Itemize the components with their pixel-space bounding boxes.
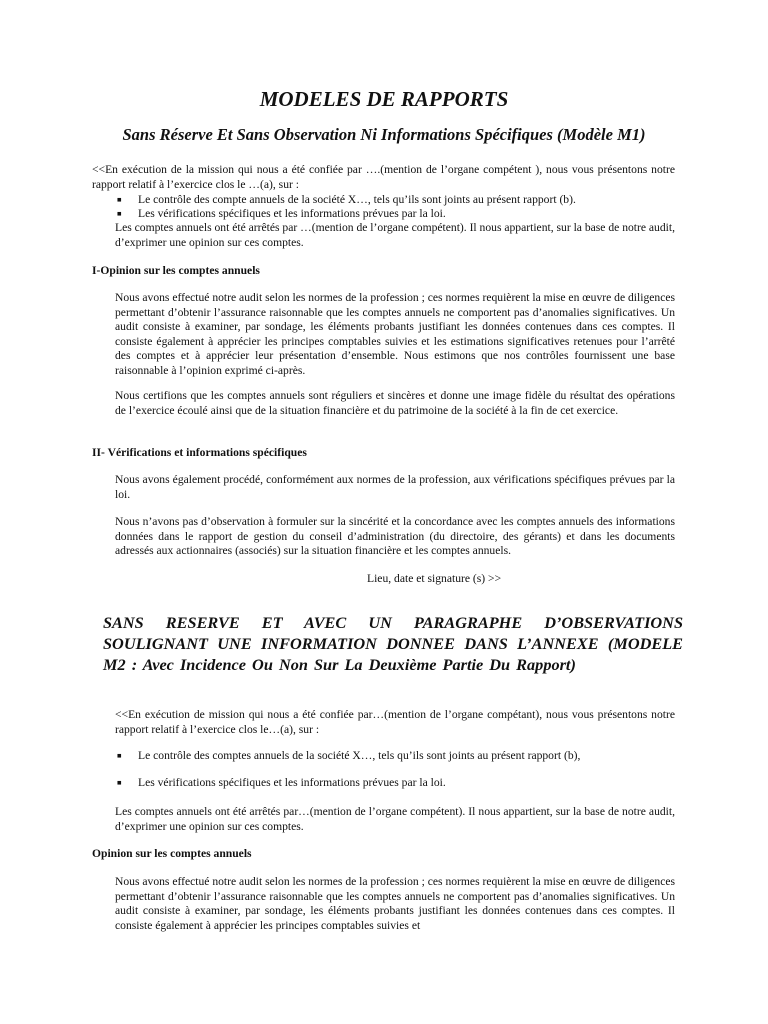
m1-section2-heading: II- Vérifications et informations spécifiques [92,446,307,459]
bullet-marker: ■ [117,209,122,218]
m1-bullet-text: Les vérifications spécifiques et les informations prévues par la loi. [138,207,446,220]
m2-bullet-2 [117,776,675,791]
bullet-marker: ■ [117,195,122,204]
m2-section1-paragraph-1: Nous avons effectué notre audit selon les normes de la profession ; ces normes requièrent la mise en œuvre de diligences permettant d’obtenir l’assurance raisonnable que les comptes annuels ne comportent pas d’anomalies significatives. Un audit consiste à examiner, par sondage, les éléments probants justifiant les données contenues dans ces comptes. Il consiste également à apprécier les principes comptables suivies et [115,875,675,932]
m1-section1-heading: I-Opinion sur les comptes annuels [92,264,260,277]
bullet-marker: ■ [117,751,122,760]
m2-after-bullets-paragraph: Les comptes annuels ont été arrêtés par…(mention de l’organe compétent). Il nous appartient, sur la base de notre audit, d’exprimer une opinion sur ces comptes. [115,805,675,833]
m2-section1-heading: Opinion sur les comptes annuels [92,847,252,860]
m2-intro-paragraph: <<En exécution de mission qui nous a été confiée par…(mention de l’organe compétant), nous vous présentons notre rapport relatif à l’exercice clos le…(a), sur : [115,708,675,736]
m1-section2-paragraph-2: Nous n’avons pas d’observation à formuler sur la sincérité et la concordance avec les comptes annuels des informations données dans le rapport de gestion du conseil d’administration (du directoire, des gérants) et dans les documents adressés aux actionnaires (associés) sur la situation financière et les comptes annuels. [115,515,675,557]
m2-title: SANS RESERVE ET AVEC UN PARAGRAPHE D’OBSERVATIONS SOULIGNANT UNE INFORMATION DONNEE DANS L’ANNEXE (MODELE M2 : Avec Incidence Ou Non Sur La Deuxième Partie Du Rapport) [103,613,683,675]
m1-section1-paragraph-1: Nous avons effectué notre audit selon les normes de la profession ; ces normes requièrent la mise en œuvre de diligences permettant d’obtenir l’assurance raisonnable que les comptes annuels ne comportent pas d’anomalies significatives. Un audit consiste à examiner, par sondage, les éléments probants justifiant les données contenues dans ces comptes. Il consiste également à apprécier les principes comptables suivies et les estimations significatives retenues pour l’arrêté des comptes et à apprécier leur présentation d’ensemble. Nous estimons que nos contrôles fournissent une base raisonnable à l’opinion exprimé ci-après. [115,291,675,377]
m1-subtitle: Sans Réserve Et Sans Observation Ni Informations Spécifiques (Modèle M1) [122,125,646,144]
m2-bullet-text: Les vérifications spécifiques et les informations prévues par la loi. [138,776,446,789]
bullet-marker: ■ [117,778,122,787]
m1-bullet-1 [117,193,675,208]
m1-section2-paragraph-1: Nous avons également procédé, conformément aux normes de la profession, aux vérifications spécifiques prévues par la loi. [115,473,675,501]
m1-intro-paragraph: <<En exécution de la mission qui nous a été confiée par ….(mention de l’organe compétent ), nous vous présentons notre rapport relatif à l’exercice clos le …(a), sur : [92,163,675,191]
m1-section1-paragraph-2: Nous certifions que les comptes annuels sont réguliers et sincères et donne une image fidèle du résultat des opérations de l’exercice écoulé ainsi que de la situation financière et du patrimoine de la société à la fin de cet exercice. [115,389,675,417]
m1-bullet-2 [117,207,675,222]
m2-bullet-text: Le contrôle des comptes annuels de la société X…, tels qu’ils sont joints au présent rapport (b), [138,749,581,762]
m1-after-bullets-paragraph: Les comptes annuels ont été arrêtés par …(mention de l’organe compétent). Il nous appartient, sur la base de notre audit, d’exprimer une opinion sur ces comptes. [115,221,675,249]
document-title: MODELES DE RAPPORTS [259,87,509,111]
m1-bullet-text: Le contrôle des compte annuels de la société X…, tels qu’ils sont joints au présent rapport (b). [138,193,576,206]
m2-bullet-1 [117,749,675,764]
m1-signature-line: Lieu, date et signature (s) >> [367,572,502,585]
